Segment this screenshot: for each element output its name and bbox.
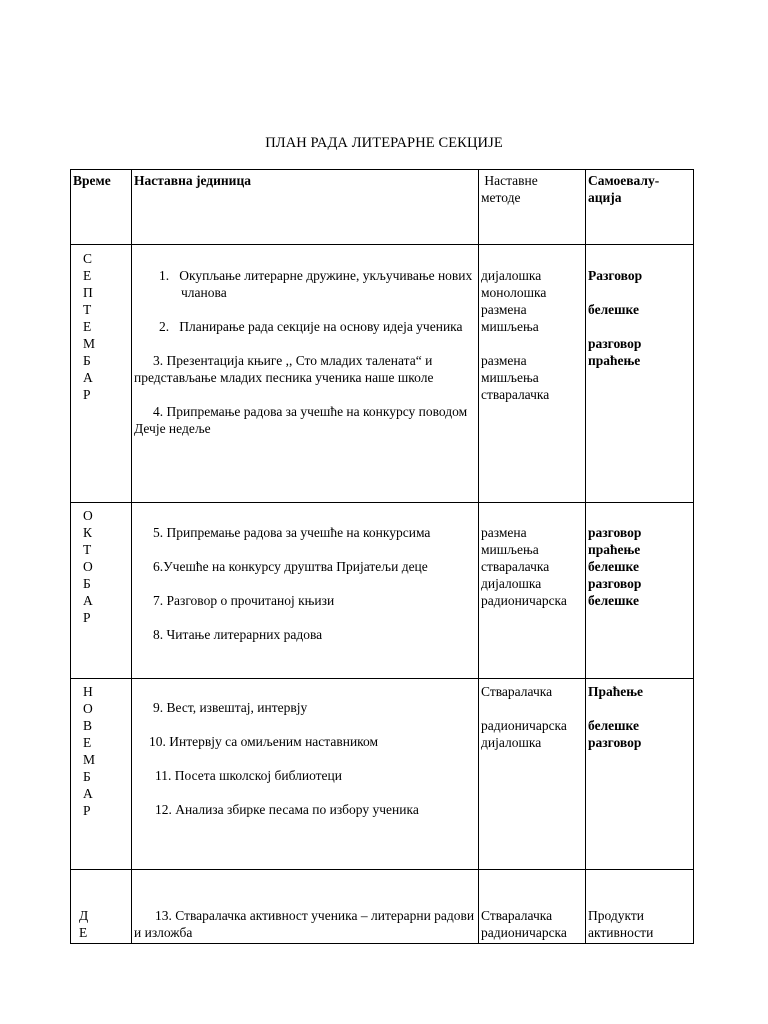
month-letter: К [83, 525, 93, 540]
method-line: мишљења [481, 319, 539, 334]
method-line: размена [481, 353, 527, 368]
month-letter: А [83, 370, 93, 385]
month-letter: Р [83, 803, 91, 818]
month-letter: Б [83, 353, 91, 368]
methods-december [479, 870, 586, 944]
header-methods-line1: Наставне [481, 173, 538, 188]
topic-item: 5. Припремање радова за учешће на конкурсима [153, 525, 431, 540]
month-letter: О [83, 559, 93, 574]
month-letter: А [83, 786, 93, 801]
evaluation-line: Продукти [588, 908, 644, 923]
row-september [71, 245, 694, 503]
month-letter: Р [83, 387, 91, 402]
evaluation-september [586, 245, 694, 503]
month-letter: О [83, 508, 93, 523]
evaluation-line: Разговор [588, 268, 643, 283]
row-november [71, 679, 694, 870]
topic-item: 12. Анализа збирке песама по избору ученика [155, 802, 419, 817]
method-line: радионичарска [481, 593, 567, 608]
month-october [71, 503, 132, 679]
evaluation-line: праћење [588, 353, 641, 368]
topic-text: Окупљање литерарне дружине, укључивање нових чланова [179, 268, 473, 300]
month-letter: Д [79, 908, 89, 923]
month-letter: Т [83, 542, 92, 557]
topic-item: 3. Презентација књиге ,, Сто младих талената“ и представљање младих песника ученика наше школе [134, 353, 434, 385]
method-line: Стваралачка [481, 908, 553, 923]
evaluation-line: белешке [588, 593, 639, 608]
month-letter: Е [83, 319, 92, 334]
method-line: Стваралачка [481, 684, 553, 699]
month-letter: М [83, 752, 96, 767]
month-letter: Б [83, 576, 91, 591]
topics-november [132, 679, 479, 870]
method-line [481, 335, 583, 352]
evaluation-line [588, 284, 691, 301]
month-letter: Б [83, 769, 91, 784]
evaluation-line: активности [588, 925, 654, 940]
evaluation-line: белешке [588, 302, 639, 317]
topic-text: Планирање рада секције на основу идеја ученика [179, 319, 463, 334]
method-line: стваралачка [481, 559, 550, 574]
header-time: Време [71, 170, 132, 245]
topics-october [132, 503, 479, 679]
evaluation-november [586, 679, 694, 870]
month-letter: Т [83, 302, 92, 317]
month-letter: С [83, 251, 93, 266]
evaluation-december [586, 870, 694, 944]
evaluation-line: праћење [588, 542, 641, 557]
month-december [71, 870, 132, 944]
methods-september [479, 245, 586, 503]
topic-item: 13. Стваралачка активност ученика – литерарни радови и изложба [134, 908, 475, 940]
month-november [71, 679, 132, 870]
header-self-eval-line2: ација [588, 190, 622, 205]
month-letter: Е [83, 268, 92, 283]
methods-november [479, 679, 586, 870]
topic-item: 9. Вест, извештај, интервју [153, 700, 308, 715]
topics-september [132, 245, 479, 503]
evaluation-line [588, 700, 691, 717]
plan-table [70, 169, 694, 944]
method-line [481, 700, 583, 717]
header-methods [479, 170, 586, 245]
month-letter: О [83, 701, 93, 716]
method-line: дијалошка [481, 735, 542, 750]
method-line: размена [481, 302, 527, 317]
method-line: монолошка [481, 285, 547, 300]
evaluation-line: разговор [588, 576, 642, 591]
row-october [71, 503, 694, 679]
month-letter: А [83, 593, 93, 608]
topic-item: 7. Разговор о прочитаној књизи [153, 593, 335, 608]
method-line: стваралачка [481, 387, 550, 402]
month-letter: П [83, 285, 93, 300]
month-letter: Н [83, 684, 93, 699]
header-self-evaluation [586, 170, 694, 245]
method-line: дијалошка [481, 576, 542, 591]
month-letter: Р [83, 610, 91, 625]
evaluation-line: разговор [588, 336, 642, 351]
header-unit: Наставна јединица [132, 170, 479, 245]
topic-item: 10. Интервју са омиљеним наставником [149, 734, 379, 749]
topic-item: 8. Читање литерарних радова [153, 627, 323, 642]
header-methods-line2: методе [481, 190, 521, 205]
topic-item: 6.Учешће на конкурсу друштва Пријатељи деце [153, 559, 428, 574]
method-line: мишљења [481, 370, 539, 385]
method-line: мишљења [481, 542, 539, 557]
topic-item [134, 267, 476, 301]
month-september [71, 245, 132, 503]
month-letter: М [83, 336, 96, 351]
evaluation-line [588, 318, 691, 335]
month-letter: Е [79, 925, 88, 940]
method-line: радионичарска [481, 718, 567, 733]
evaluation-line: белешке [588, 559, 639, 574]
document-title: ПЛАН РАДА ЛИТЕРАРНЕ СЕКЦИЈЕ [265, 135, 503, 151]
method-line: радионичарска [481, 925, 567, 940]
topic-item: 11. Посета школској библиотеци [155, 768, 342, 783]
month-letter: В [83, 718, 93, 733]
header-row [71, 170, 694, 245]
method-line: дијалошка [481, 268, 542, 283]
methods-october [479, 503, 586, 679]
evaluation-line: разговор [588, 735, 642, 750]
topic-item [134, 318, 476, 335]
topic-item: 4. Припремање радова за учешће на конкурсу поводом Дечје недеље [134, 404, 468, 436]
evaluation-line: Праћење [588, 684, 644, 699]
topic-number: 2. [159, 319, 180, 334]
evaluation-october [586, 503, 694, 679]
row-december [71, 870, 694, 944]
topics-december [132, 870, 479, 944]
header-self-eval-line1: Самоевалу- [588, 173, 660, 188]
evaluation-line: белешке [588, 718, 639, 733]
method-line: размена [481, 525, 527, 540]
evaluation-line: разговор [588, 525, 642, 540]
month-letter: Е [83, 735, 92, 750]
topic-number: 1. [159, 268, 180, 283]
